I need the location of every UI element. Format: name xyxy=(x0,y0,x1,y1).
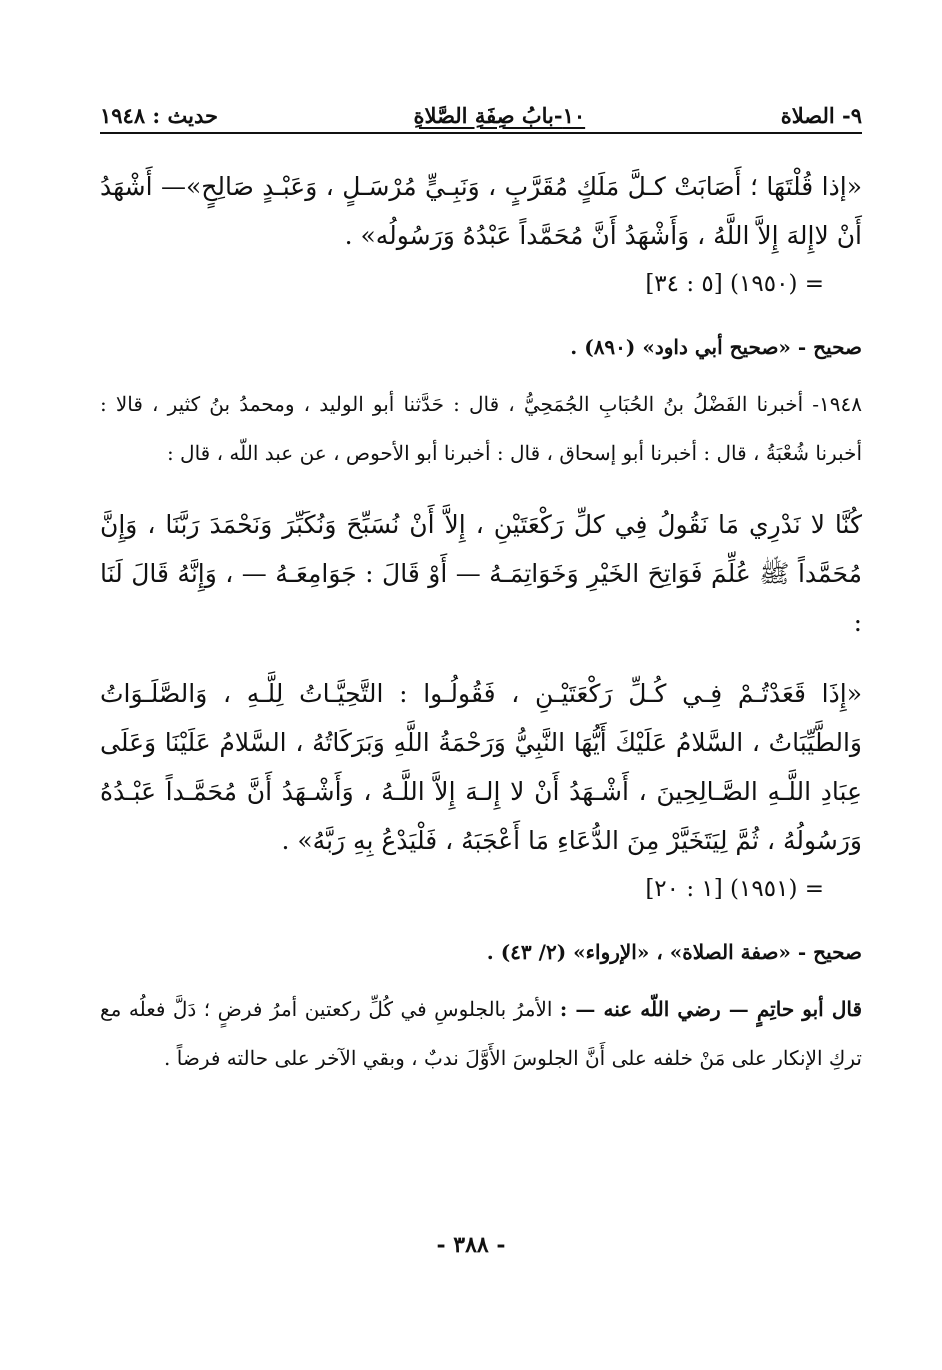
comment-lead: قال أبو حاتِمٍ — رضي اللّه عنه — : xyxy=(559,997,863,1021)
page-body xyxy=(100,162,862,1083)
prev-hadith-quote: «إذا قُلْتَهَا ؛ أَصَابَتْ كـلَّ مَلَكٍ مُقَرَّبٍ ، وَنَبِـيٍّ مُرْسَـلٍ ، وَعَبْـدٍ صَالِحٍ»— أَشْهَدُ أَنْ لاإِلهَ إِلاَّ اللَّهُ ، وَأَشْهَدُ أَنَّ مُحَمَّداً عَبْدُهُ وَرَسُولُه» . xyxy=(100,172,862,250)
hadith-1948-quote: «إِذَا قَعَدْتُـمْ فِـي كُـلِّ رَكْعَتَيْـنِ ، فَقُولُـوا : التَّحِيَّـاتُ لِلَّـهِ ، وَالصَّلَـوَاتُ وَالطَّيِّبَاتُ ، السَّلامُ عَلَيْكَ أَيُّهَا النَّبِيُّ وَرَحْمَةُ اللَّهِ وَبَرَكَاتُهُ ، السَّلامُ عَلَيْنَا وَعَلَى عِبَادِ اللَّـهِ الصَّـالِحِينَ ، أَشْـهَدُ أَنْ لا إِلـهَ إِلاَّ اللَّـهُ ، وَأَشْـهَدُ أَنَّ مُحَمَّـداً عَبْـدُهُ وَرَسُولُهُ ، ثُمَّ لِيَتَخَيَّرْ مِنَ الدُّعَاءِ مَا أَعْجَبَهُ ، فَلْيَدْعُ بِهِ رَبَّهُ» . xyxy=(100,679,862,855)
hadith-1948-isnad: ١٩٤٨- أخبرنا الفَضْلُ بنُ الحُبَابِ الجُمَحِيُّ ، قال : حَدَّثنا أبو الوليد ، ومحمدُ بنُ كثير ، قالا : أخبرنا شُعْبَةُ ، قال : أخبرنا أبو إسحاق ، قال : أخبرنا أبو الأحوص ، عن عبد اللّه ، قال : xyxy=(100,392,862,465)
prev-hadith-reference: = (١٩٥٠) [٥ : ٣٤] xyxy=(645,271,824,297)
hadith-1948-text: كُنَّا لا نَدْرِي مَا نَقُولُ فِي كلِّ رَكْعَتَيْنِ ، إِلاَّ أَنْ نُسَبِّحَ وَنُكَبِّرَ وَنَحْمَدَ رَبَّنَا ، وَإِنَّ مُحَمَّداً ﷺ عُلِّمَ فَوَاتِحَ الخَيْرِ وَخَوَاتِمَـهُ — أَوْ قَالَ : جَوَامِعَـهُ — ، وَإِنَّهُ قَالَ لَنَا : xyxy=(100,510,862,637)
header-section-title: ١٠-بابُ صِفَةِ الصَّلاةِ xyxy=(413,103,586,128)
header-hadith-number: حديث : ١٩٤٨ xyxy=(100,103,218,128)
comment-text: الأمرُ بالجلوسِ في كُلِّ ركعتين أمرُ فرضٍ ؛ دَلَّ فعلُه مع تركِ الإنكار على مَنْ خلفه على أَنَّ الجلوسَ الأَوَّلَ ندبٌ ، وبقي الآخر على حالته فرضاً . xyxy=(100,997,862,1070)
page-number: - ٣٨٨ - xyxy=(436,1232,506,1258)
header-chapter: ٩- الصلاة xyxy=(780,103,862,128)
hadith-1948-reference: = (١٩٥١) [١ : ٢٠] xyxy=(645,876,824,902)
hadith-1948-grade: صحيح - «صفة الصلاة» ، «الإرواء» (٢/ ٤٣) . xyxy=(486,940,862,964)
header-divider xyxy=(100,132,862,134)
abu-hatim-comment xyxy=(100,985,862,1083)
prev-hadith-grade: صحيح - «صحيح أبي داود» (٨٩٠) . xyxy=(570,335,862,359)
running-header xyxy=(100,88,862,128)
